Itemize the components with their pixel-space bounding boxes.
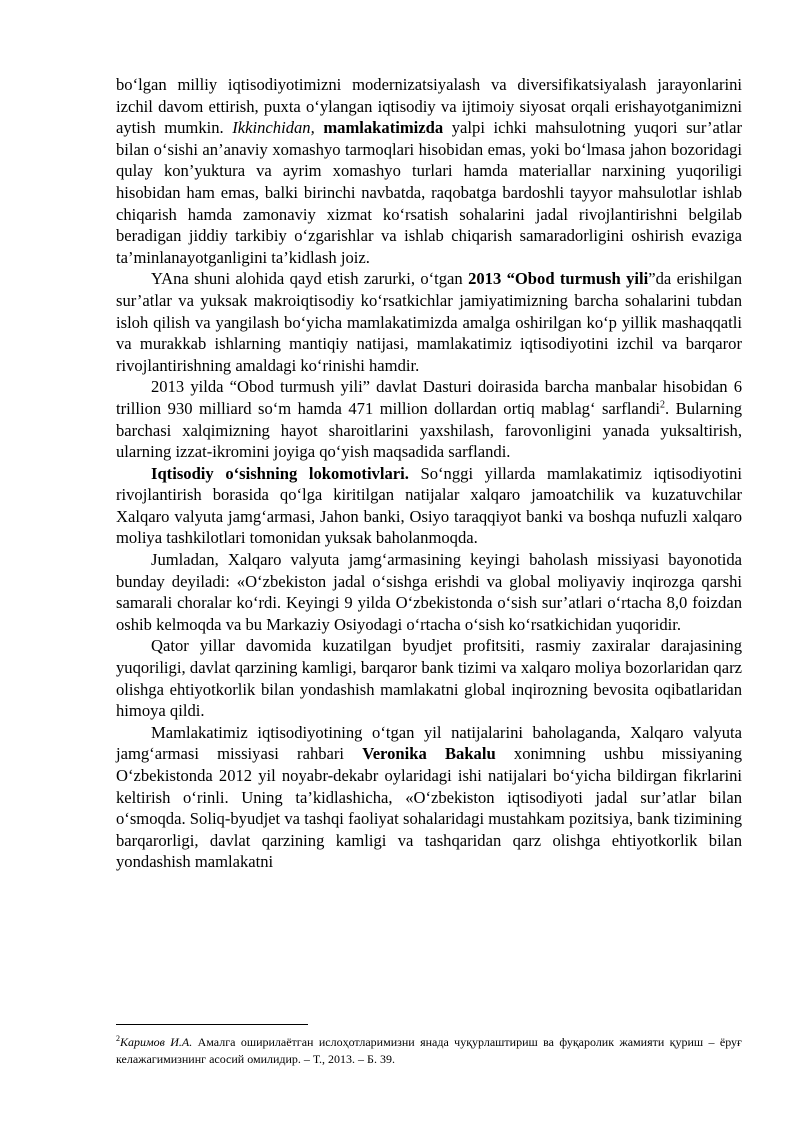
paragraph-2-bold-title: 2013 “Obod turmush yili bbox=[468, 269, 649, 289]
paragraph-2 bbox=[116, 268, 742, 376]
paragraph-3-text-continued: . Bularning barchasi xalqimizning hayot sharoitlarini yaxshilash, farovonligini yanada yuksaltirish, ularning izzat-ikromini joyiga qo‘yish maqsadida sarflandi. bbox=[116, 398, 742, 462]
paragraph-4-text: So‘nggi yillarda mamlakatimiz iqtisodiyotini rivojlantirish borasida qo‘lga kiritilgan natijalar xalqaro jamoatchilik va kuzatuvchilar Xalqaro valyuta jamg‘armasi, Jahon banki, Osiyo taraqqiyot banki va boshqa nufuzli xalqaro moliya tashkilotlari tomonidan yuksak baholanmoqda. bbox=[116, 463, 742, 548]
paragraph-1 bbox=[116, 74, 742, 268]
paragraph-1-bold-word: mamlakatimizda bbox=[323, 118, 444, 138]
footnote-reference[interactable]: 2 bbox=[660, 399, 665, 411]
paragraph-2-text-continued: ”da erishilgan sur’atlar va yuksak makroiqtisodiy ko‘rsatkichlar jamiyatimizning barcha sohalarini tubdan isloh qilish va yangilash bo‘yicha mamlakatimizda amalga oshirilgan ko‘p yillik mashaqqatli va murakkab ishlarning mantiqiy natijasi, mamlakatimiz iqtisodiyotini izchil va barqaror rivojlantirishning amaldagi ko‘rinishi hamdir. bbox=[116, 269, 742, 375]
paragraph-7-text-continued: xonimning ushbu missiyaning O‘zbekistonda 2012 yil noyabr-dekabr oylaridagi ishi natijalari bo‘yicha bildirgan fikrlarini keltirish o‘rinli. Uning ta’kidlashicha, «O‘zbekiston iqtisodiyoti jadal sur’atlar bilan o‘smoqda. Soliq-byudjet va tashqi faoliyat sohalaridagi mustahkam pozitsiya, bank tizimining barqarorligi, davlat qarzining kamligi va tashqaridan qarz olishga ehtiyotkorlik bilan yondashish mamlakatni bbox=[116, 744, 743, 872]
footnote-mark: 2 bbox=[116, 1034, 120, 1043]
footnote-text: Амалга оширилаётган ислоҳотларимизни янада чуқурлаштириш ва фуқаролик жамияти қуриш – ёруғ келажагимизнинг асосий омилидир. – Т., 2013. – Б. 39. bbox=[116, 1035, 742, 1066]
footnote bbox=[116, 1034, 742, 1068]
footnote-separator bbox=[116, 1024, 308, 1025]
paragraph-2-text: YAna shuni alohida qayd etish zarurki, o‘tgan bbox=[151, 269, 463, 289]
paragraph-1-text: bo‘lgan milliy iqtisodiyotimizni modernizatsiyalash va diversifikatsiyalash jarayonlarini izchil davom ettirish, puxta o‘ylangan iqtisodiy va ijtimoiy siyosat orqali erishayotganimizni aytish mumkin. bbox=[116, 75, 742, 138]
paragraph-5: Jumladan, Xalqaro valyuta jamg‘armasining keyingi baholash missiyasi bayonotida bunday deyiladi: «O‘zbekiston jadal o‘sishga erishdi va global moliyaviy inqirozga qarshi samarali choralar ko‘rdi. Keyingi 9 yilda O‘zbekistonda o‘sish sur’atlari o‘rtacha 8,0 foizdan oshib kelmoqda va bu Markaziy Osiyodagi o‘rtacha o‘sish ko‘rsatkichidan yuqoridir. bbox=[116, 550, 742, 634]
paragraph-7 bbox=[116, 722, 742, 873]
paragraph-3-text: 2013 yilda “Obod turmush yili” davlat Dasturi doirasida barcha manbalar hisobidan 6 trillion 930 milliard so‘m hamda 471 million dollardan ortiq mablag‘ sarflandi bbox=[116, 377, 742, 418]
paragraph-7-bold-name: Veronika Bakalu bbox=[362, 744, 496, 764]
paragraph-3 bbox=[116, 376, 742, 462]
paragraph-4 bbox=[116, 463, 742, 549]
paragraph-1-italic-word: Ikkinchidan, bbox=[232, 118, 315, 138]
footnote-author: Каримов И.А. bbox=[120, 1035, 193, 1049]
paragraph-1-text-continued: yalpi ichki mahsulotning yuqori sur’atlar bilan o‘sishi an’anaviy xomashyo tarmoqlari hisobidan emas, yoki bo‘lmasa jahon bozoridagi qulay kon’yuktura va ayrim xomashyo turlari hamda materiallar narxining yuqoriligi hisobidan ham emas, balki birinchi navbatda, raqobatga bardoshli tayyor mahsulotlar ishlab chiqarish hamda zamonaviy xizmat ko‘rsatish sohalarini jadal rivojlantirishni belgilab beradigan jiddiy tarkibiy o‘zgarishlar va ishlab chiqarish samaradorligini oshirish evaziga ta’minlanayotganligini ta’kidlash joiz. bbox=[116, 118, 742, 267]
paragraph-6: Qator yillar davomida kuzatilgan byudjet profitsiti, rasmiy zaxiralar darajasining yuqoriligi, davlat qarzining kamligi, barqaror bank tizimi va xalqaro moliya bozorlaridan qarz olishga ehtiyotkorlik bilan yondashish mamlakatni global inqirozning bevosita oqibatlaridan himoya qildi. bbox=[116, 636, 742, 721]
section-heading: Iqtisodiy o‘sishning lokomotivlari. bbox=[151, 463, 409, 483]
paragraph-7-text: Mamlakatimiz iqtisodiyotining o‘tgan yil natijalarini baholaganda, Xalqaro valyuta jamg‘armasi missiyasi rahbari bbox=[116, 722, 742, 764]
